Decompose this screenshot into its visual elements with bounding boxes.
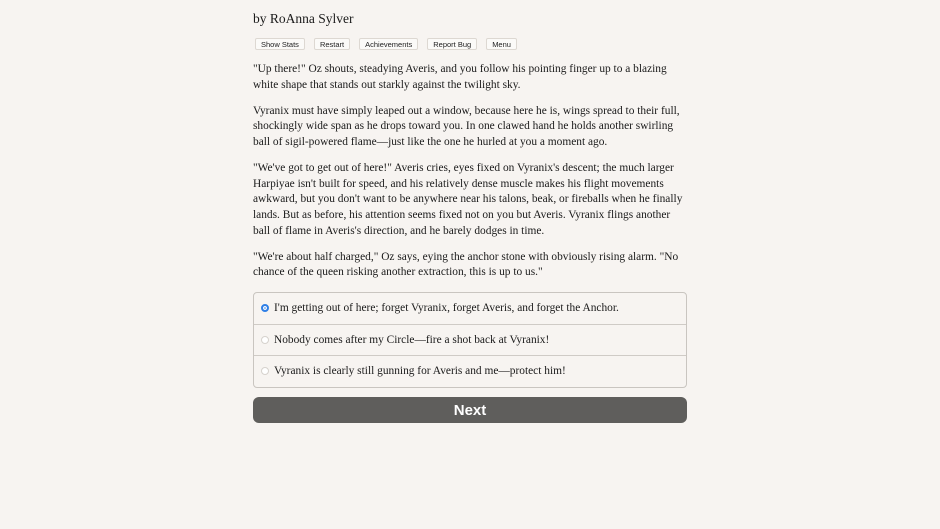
choice-option[interactable]: [254, 324, 686, 356]
restart-button[interactable]: Restart: [314, 38, 350, 50]
story-paragraph: "We're about half charged," Oz says, eying the anchor stone with obviously rising alarm. "No chance of the queen risking another extraction, this is up to us.": [253, 250, 679, 279]
achievements-button[interactable]: Achievements: [359, 38, 418, 50]
toolbar: [255, 38, 517, 50]
radio-selected-icon[interactable]: [261, 304, 269, 312]
radio-icon[interactable]: [261, 367, 269, 375]
story-paragraph: Vyranix must have simply leaped out a window, because here he is, wings spread to their full, shockingly wide span as he drops toward you. In one clawed hand he holds another swirling ball of sigil-powered flame—just like the one he hurled at you a moment ago.: [253, 104, 680, 148]
choice-option[interactable]: [254, 355, 686, 387]
radio-icon[interactable]: [261, 336, 269, 344]
next-button[interactable]: Next: [253, 397, 687, 423]
choice-label: Vyranix is clearly still gunning for Averis and me—protect him!: [274, 365, 566, 378]
choice-label: Nobody comes after my Circle—fire a shot back at Vyranix!: [274, 333, 550, 346]
story-text: [253, 62, 687, 292]
author-byline: by RoAnna Sylver: [253, 11, 354, 26]
show-stats-button[interactable]: Show Stats: [255, 38, 305, 50]
story-paragraph: "Up there!" Oz shouts, steadying Averis, and you follow his pointing finger up to a blazing white shape that stands out starkly against the twilight sky.: [253, 63, 667, 91]
menu-button[interactable]: Menu: [486, 38, 517, 50]
choice-list: [253, 292, 687, 388]
choice-label: I'm getting out of here; forget Vyranix, forget Averis, and forget the Anchor.: [274, 302, 619, 315]
report-bug-button[interactable]: Report Bug: [427, 38, 477, 50]
choice-option[interactable]: [254, 293, 686, 324]
story-paragraph: "We've got to get out of here!" Averis cries, eyes fixed on Vyranix's descent; the much larger Harpiyae isn't built for speed, and his relatively dense muscle makes his flight movements awkward, but you don't want to be anywhere near his talons, beak, or fireballs when he finally lands. But as before, his attention seems fixed not on you but Averis. Vyranix flings another ball of flame in Averis's direction, and he barely dodges in time.: [253, 162, 683, 237]
